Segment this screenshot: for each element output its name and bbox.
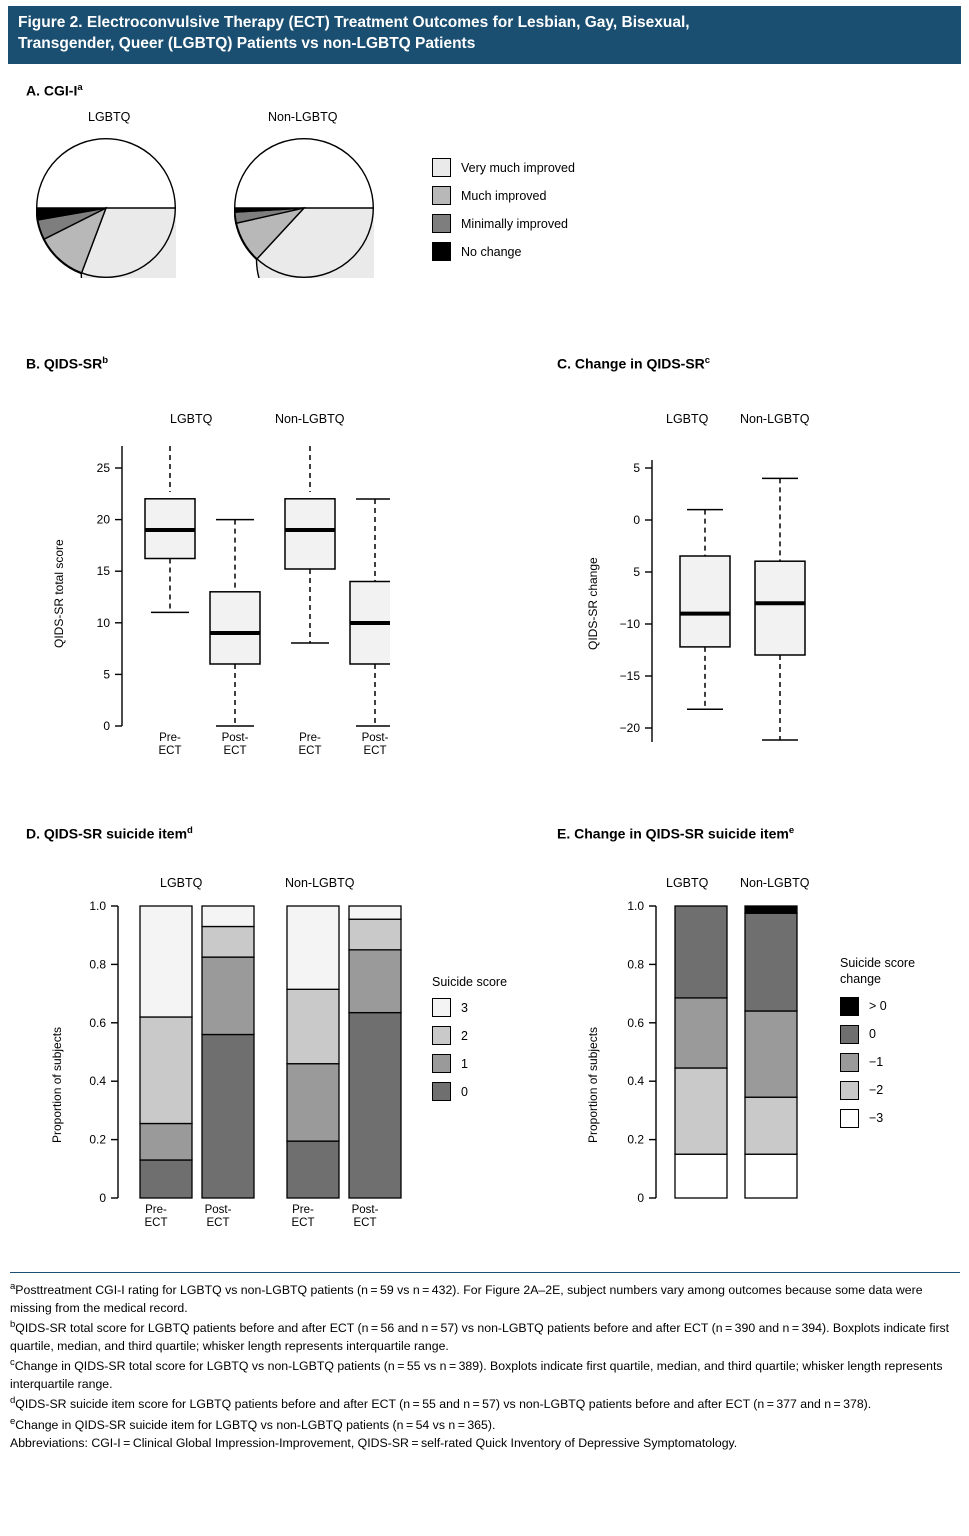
legend-label: No change bbox=[461, 244, 522, 259]
footnote-a: $^a$Posttreatment CGI-I rating for LGBTQ vs non-LGBTQ patients (n = 59 vs n = 432). For Figure 2A–2E, subject numbers vary among outcomes because some data were missing from the medical record. bbox=[10, 1281, 923, 1315]
figure-title bbox=[8, 6, 961, 64]
panel-d-xlabel-post-nonlgbtq: Post- ECT bbox=[351, 1204, 379, 1230]
legend-item bbox=[432, 1082, 507, 1101]
svg-text:0: 0 bbox=[99, 1191, 106, 1205]
legend-item bbox=[840, 1025, 915, 1044]
panel-c-label: C. Change in QIDS-$SR^c$ bbox=[557, 355, 711, 372]
legend-label: > 0 bbox=[869, 999, 887, 1013]
panel-d-lgbtq-label: LGBTQ bbox=[160, 876, 203, 890]
legend-label: Minimally improved bbox=[461, 216, 568, 231]
legend-swatch-change-0 bbox=[840, 1025, 859, 1044]
panel-d-y-axis-title: Proportion of subjects bbox=[50, 1026, 64, 1143]
footnotes bbox=[10, 1272, 960, 1454]
legend-swatch-change-minus2 bbox=[840, 1081, 859, 1100]
svg-text:−10: −10 bbox=[619, 617, 640, 631]
svg-text:20: 20 bbox=[96, 512, 110, 527]
legend-swatch-change-gt0 bbox=[840, 997, 859, 1016]
footnote-divider bbox=[10, 1272, 960, 1273]
panel-a-lgbtq-label: LGBTQ bbox=[88, 110, 131, 124]
svg-text:0.4: 0.4 bbox=[627, 1074, 644, 1089]
legend-item bbox=[432, 1026, 507, 1045]
legend-title: Suicide score bbox=[432, 975, 508, 989]
panel-a-pie-nonlgbtq bbox=[234, 138, 374, 278]
panel-e-label: E. Change in QIDS-SR suicide item$^e$ bbox=[557, 825, 795, 842]
svg-text:5: 5 bbox=[633, 565, 640, 579]
svg-text:1.0: 1.0 bbox=[89, 899, 106, 913]
panel-b-label: B. QIDS-$SR^b$ bbox=[26, 355, 109, 372]
legend-swatch-score-3 bbox=[432, 998, 451, 1017]
legend-label: −3 bbox=[869, 1111, 884, 1125]
panel-a-nonlgbtq-label: Non-LGBTQ bbox=[268, 110, 338, 124]
legend-swatch-very-much-improved bbox=[432, 158, 451, 177]
legend-item bbox=[432, 186, 575, 205]
legend-item bbox=[840, 1053, 915, 1072]
footnote-e: $^e$Change in QIDS-SR suicide item for LGBTQ vs non-LGBTQ patients (n = 54 vs n = 365). bbox=[10, 1415, 496, 1432]
panel-a-label: A. CGI-$I^a$ bbox=[26, 82, 83, 99]
legend-swatch-much-improved bbox=[432, 186, 451, 205]
svg-text:10: 10 bbox=[96, 615, 110, 630]
svg-text:−20: −20 bbox=[619, 721, 640, 735]
panel-c-y-axis-title: QIDS-SR change bbox=[586, 557, 600, 650]
panel-d-xlabel-pre-lgbtq: Pre- ECT bbox=[144, 1204, 168, 1230]
legend-label: 2 bbox=[461, 1028, 468, 1043]
legend-item bbox=[432, 214, 575, 233]
panel-b-xlabel-post-nonlgbtq: Post- ECT bbox=[361, 732, 389, 758]
footnote-d: $^d$QIDS-SR suicide item score for LGBTQ patients before and after ECT (n = 55 and n = 57) vs non-LGBTQ patients before and after ECT (n = 377 and n = 378). bbox=[10, 1395, 872, 1412]
panel-d-label: D. QIDS-SR suicide item$^d$ bbox=[26, 825, 193, 842]
panel-b-boxplot bbox=[70, 438, 390, 738]
legend-item bbox=[432, 998, 507, 1017]
svg-text:5: 5 bbox=[103, 667, 110, 682]
legend-item bbox=[840, 997, 915, 1016]
panel-a-pie-lgbtq bbox=[36, 138, 176, 278]
svg-text:25: 25 bbox=[96, 461, 110, 475]
legend-label: −2 bbox=[869, 1083, 884, 1097]
suicide-change-legend bbox=[840, 955, 915, 1137]
legend-swatch-change-minus3 bbox=[840, 1109, 859, 1128]
svg-text:0.2: 0.2 bbox=[627, 1132, 644, 1147]
legend-item bbox=[840, 1109, 915, 1128]
panel-b-y-axis-title: QIDS-SR total score bbox=[52, 539, 66, 648]
svg-text:15: 15 bbox=[96, 564, 110, 579]
suicide-score-legend bbox=[432, 975, 507, 1110]
legend-label: 1 bbox=[461, 1056, 468, 1071]
svg-text:−15: −15 bbox=[619, 669, 640, 683]
legend-item bbox=[432, 242, 575, 261]
legend-swatch-score-2 bbox=[432, 1026, 451, 1045]
legend-swatch-score-1 bbox=[432, 1054, 451, 1073]
svg-text:0.2: 0.2 bbox=[89, 1132, 106, 1147]
figure-title-line1: Figure 2. Electroconvulsive Therapy (ECT) Treatment Outcomes for Lesbian, Gay, Bisexual, bbox=[18, 14, 690, 31]
panel-e-nonlgbtq-label: Non-LGBTQ bbox=[740, 876, 810, 890]
footnote-c: $^c$Change in QIDS-SR total score for LGBTQ vs non-LGBTQ patients (n = 55 vs n = 389). Boxplots indicate first quartile, median, and third quartile; whisker length represents interquartile range. bbox=[10, 1357, 943, 1391]
panel-b-xlabel-post-lgbtq: Post- ECT bbox=[221, 732, 249, 758]
panel-d-nonlgbtq-label: Non-LGBTQ bbox=[285, 876, 355, 890]
svg-text:0: 0 bbox=[637, 1191, 644, 1205]
svg-text:5: 5 bbox=[633, 461, 640, 475]
legend-swatch-change-minus1 bbox=[840, 1053, 859, 1072]
panel-c-boxplot bbox=[600, 450, 830, 750]
svg-text:0: 0 bbox=[633, 513, 640, 527]
svg-text:0: 0 bbox=[103, 719, 110, 733]
svg-text:0.6: 0.6 bbox=[627, 1015, 644, 1030]
panel-e-lgbtq-label: LGBTQ bbox=[666, 876, 709, 890]
cgi-legend bbox=[432, 158, 575, 270]
panel-c-lgbtq-label: LGBTQ bbox=[666, 412, 709, 426]
legend-swatch-score-0 bbox=[432, 1082, 451, 1101]
legend-label: −1 bbox=[869, 1055, 884, 1069]
panel-c-nonlgbtq-label: Non-LGBTQ bbox=[740, 412, 810, 426]
svg-text:1.0: 1.0 bbox=[627, 899, 644, 913]
panel-b-nonlgbtq-label: Non-LGBTQ bbox=[275, 412, 345, 426]
legend-title: Suicide score change bbox=[840, 956, 916, 987]
legend-item bbox=[432, 1054, 507, 1073]
panel-b-lgbtq-label: LGBTQ bbox=[170, 412, 213, 426]
legend-item bbox=[840, 1081, 915, 1100]
panel-d-stacked-bars bbox=[62, 898, 412, 1208]
panel-d-xlabel-post-lgbtq: Post- ECT bbox=[204, 1204, 232, 1230]
panel-b-xlabel-pre-lgbtq: Pre- ECT bbox=[158, 732, 182, 758]
svg-text:0.4: 0.4 bbox=[89, 1074, 106, 1089]
panel-b-xlabel-pre-nonlgbtq: Pre- ECT bbox=[298, 732, 322, 758]
svg-text:0.8: 0.8 bbox=[89, 957, 106, 972]
legend-swatch-minimally-improved bbox=[432, 214, 451, 233]
panel-e-stacked-bars bbox=[600, 898, 830, 1208]
footnote-abbreviations: Abbreviations: CGI-I = Clinical Global Impression-Improvement, QIDS-SR = self-rated Quick Inventory of Depressive Symptomatology. bbox=[10, 1436, 738, 1451]
panel-e-y-axis-title: Proportion of subjects bbox=[586, 1026, 600, 1143]
legend-label: Much improved bbox=[461, 188, 547, 203]
legend-swatch-no-change bbox=[432, 242, 451, 261]
svg-text:0.8: 0.8 bbox=[627, 957, 644, 972]
legend-label: 0 bbox=[869, 1027, 876, 1041]
legend-label: Very much improved bbox=[461, 160, 575, 175]
legend-label: 3 bbox=[461, 1000, 468, 1015]
legend-item bbox=[432, 158, 575, 177]
figure-title-line2: Transgender, Queer (LGBTQ) Patients vs non-LGBTQ Patients bbox=[18, 34, 476, 52]
svg-text:0.6: 0.6 bbox=[89, 1015, 106, 1030]
panel-d-xlabel-pre-nonlgbtq: Pre- ECT bbox=[291, 1204, 315, 1230]
legend-label: 0 bbox=[461, 1084, 468, 1099]
footnote-b: $^b$QIDS-SR total score for LGBTQ patients before and after ECT (n = 56 and n = 57) vs non-LGBTQ patients before and after ECT (n = 390 and n = 394). Boxplots indicate first quartile, median, and third quartile; whisker length represents interquartile range. bbox=[10, 1319, 950, 1353]
